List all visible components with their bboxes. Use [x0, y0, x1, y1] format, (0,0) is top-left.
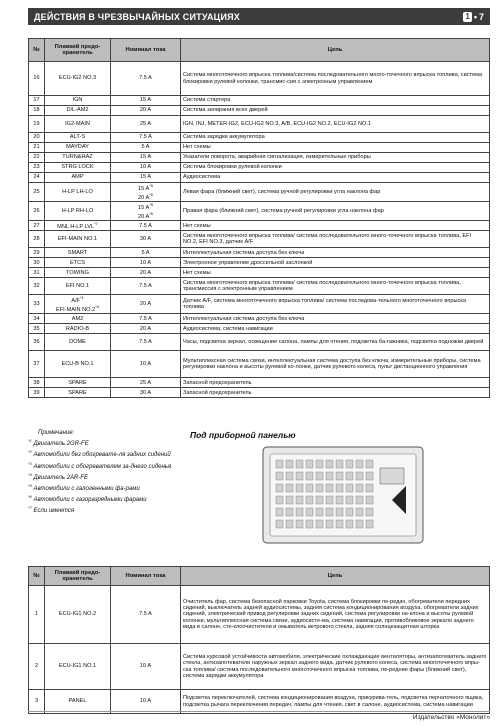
fuse-circuit: Нет схемы [181, 221, 490, 231]
table-row [29, 163, 490, 173]
fuse-amperage: 7.5 A [111, 221, 181, 231]
table-row [29, 388, 490, 398]
fuse-amperage: 20 A [111, 295, 181, 314]
fuse-slot [356, 484, 363, 492]
row-number: 31 [29, 268, 45, 278]
notes-block [28, 430, 188, 516]
row-number: 35 [29, 324, 45, 334]
fuse-circuit: Часы, подсветка зеркал, освещение салона, лампы для чтения, подсветка ба-гажника, подсветка подножки дверей [181, 334, 490, 351]
row-number: 29 [29, 248, 45, 258]
row-number: 33 [29, 295, 45, 314]
fuse-slot [276, 460, 283, 468]
fuse-amperage: 10 A [111, 163, 181, 173]
fuse-name: ECU-IG1 NO.1 [45, 644, 111, 690]
note-item: $^{*4}$ Двигатель 2AR-FE [28, 471, 89, 481]
fuse-amperage: 15 $A^{*5}$ 20 $A^{*6}$ [111, 183, 181, 202]
fuse-slot [366, 460, 373, 468]
fuse-name: D/L-AM2 [45, 106, 111, 116]
fuse-circuit: Система многоточечного впрыска топлива/ система последовательного много-точечного впрыска топлива, трансмиссия с электронным управлением [181, 278, 490, 295]
row-number: 22 [29, 153, 45, 163]
fuse-name: IG2-MAIN [45, 116, 111, 133]
fuse-name: IGN [45, 96, 111, 106]
col-fuse: Плавкий предо-хранитель [45, 567, 111, 586]
col-circuit: Цепь [181, 39, 490, 62]
fuse-slot [296, 472, 303, 480]
fuse-name: EFI-MAIN NO.1 [45, 231, 111, 248]
fuse-circuit: Интеллектуальная система доступа без ключа [181, 314, 490, 324]
fuse-slot [326, 484, 333, 492]
table-row [29, 690, 490, 714]
row-number: 39 [29, 388, 45, 398]
fuse-amperage: 25 A [111, 116, 181, 133]
fuse-circuit: Очиститель фар, система безопасной парковки Toyota, система блокировки пе-редач, обогреватели передних сидений, выключатель задней аудиосистемы, задняя система кондиционирования воздуха, обогреватели задних сидений, электрический привод регулировки задних сидений, система регулировки на-клона и высоты рулевой колонки, мультиплексная система связи, аудиосисте-ма, система навигации, противобликовое зеркало заднего вида в салоне, сте-клоочистители и омыватель ветрового стекла, задняя солнцезащитная шторка [181, 586, 490, 644]
fuse-amperage: 15 $A^{*5}$ 20 $A^{*6}$ [111, 202, 181, 221]
fuse-slot [346, 484, 353, 492]
fuse-slot [296, 520, 303, 528]
fuse-amperage: 5 A [111, 248, 181, 258]
fuse-slot [366, 472, 373, 480]
fuse-circuit: Система блокировки рулевой колонки [181, 163, 490, 173]
fuse-slot [326, 520, 333, 528]
col-circuit: Цепь [181, 567, 490, 586]
fuse-name: ECU-B NO.1 [45, 351, 111, 378]
fuse-circuit: Аудиосистема [181, 173, 490, 183]
col-number: № [29, 39, 45, 62]
fuse-amperage: 5 A [111, 143, 181, 153]
fuse-slot [306, 472, 313, 480]
fuse-slot [336, 484, 343, 492]
fuse-slot [276, 496, 283, 504]
section-title: ДЕЙСТВИЯ В ЧРЕЗВЫЧАЙНЫХ СИТУАЦИЯХ [34, 11, 240, 22]
fuse-slot [276, 508, 283, 516]
note-item: $^{*6}$ Автомобили с газоразрядными фарами [28, 494, 147, 504]
fuse-amperage: 15 A [111, 173, 181, 183]
fuse-name: SPARE [45, 388, 111, 398]
fuse-slot [276, 520, 283, 528]
fuse-amperage: 20 A [111, 106, 181, 116]
fuse-slot [356, 472, 363, 480]
row-number: 38 [29, 378, 45, 388]
fuse-circuit: Электронное управление дроссельной заслонкой [181, 258, 490, 268]
fuse-name: AM2 [45, 314, 111, 324]
fuse-circuit: Система зарядки аккумулятора [181, 133, 490, 143]
fuse-slot [306, 508, 313, 516]
fuse-slot [316, 484, 323, 492]
fuse-amperage: 7.5 A [111, 62, 181, 96]
fuse-amperage: 7.5 A [111, 314, 181, 324]
fuse-slot [366, 520, 373, 528]
row-number: 16 [29, 62, 45, 96]
fuse-name: EFI NO.1 [45, 278, 111, 295]
fuse-circuit: Система многоточечного впрыска топлива/ система последовательного много-точечного впрыска топлива, EFI NO.2, EFI NO.3, датчик A/F [181, 231, 490, 248]
row-number: 21 [29, 143, 45, 153]
fuse-name: DOME [45, 334, 111, 351]
fuse-circuit: Система курсовой устойчивости автомобиля, электрические охлаждающие вентиляторы, антизапотеватель заднего стекла, антизапотеватели наружных зеркал заднего вида, датчик рулевого колеса, система многоточечного впры-ска топлива/ система последовательного многоточечного впрыска топлива, пе-редние фары (ближний свет), система зарядки аккумулятора [181, 644, 490, 690]
fuse-name: H-LP LH-LO [45, 183, 111, 202]
subsection-title: Под приборной панелью [190, 430, 296, 440]
page-bullet-icon: • [473, 11, 477, 22]
fuse-slot [356, 460, 363, 468]
fuse-table-engine [28, 38, 490, 398]
fuse-slot [286, 520, 293, 528]
table-row [29, 258, 490, 268]
table-row [29, 106, 490, 116]
table-row [29, 153, 490, 163]
fuse-amperage: 10 A [111, 351, 181, 378]
row-number: 2 [29, 644, 45, 690]
fuse-box-diagram [262, 446, 424, 544]
table-row [29, 278, 490, 295]
fuse-slot [336, 508, 343, 516]
fuse-name: MNL H-LP LVL$^{*7}$ [45, 221, 111, 231]
fuse-slot [336, 472, 343, 480]
fuse-circuit: Система стартера [181, 96, 490, 106]
table-row [29, 314, 490, 324]
note-item: $^{*7}$ Если имеется [28, 505, 75, 515]
publisher-footer: Издательство «Монолит» [28, 711, 490, 721]
fuse-amperage: 25 A [111, 378, 181, 388]
fuse-name: PANEL [45, 690, 111, 714]
fuse-circuit: Правая фара (ближний свет), система ручной регулировки угла наклона фар [181, 202, 490, 221]
fuse-name: TOWING [45, 268, 111, 278]
fuse-amperage: 10 A [111, 258, 181, 268]
row-number: 18 [29, 106, 45, 116]
table-row [29, 248, 490, 258]
row-number: 1 [29, 586, 45, 644]
table-row [29, 96, 490, 106]
fuse-circuit: Запасной предохранитель [181, 378, 490, 388]
table-row [29, 268, 490, 278]
fuse-slot [346, 460, 353, 468]
page-index: 7 [478, 11, 484, 22]
relay-block [380, 468, 404, 484]
row-number: 3 [29, 690, 45, 714]
notes-title: Примечание: [38, 430, 75, 436]
fuse-slot [306, 484, 313, 492]
fuse-slot [366, 508, 373, 516]
fuse-slot [316, 508, 323, 516]
fuse-slot [296, 484, 303, 492]
fuse-slot [286, 460, 293, 468]
table-row [29, 62, 490, 96]
fuse-table-dashboard [28, 566, 490, 714]
row-number: 17 [29, 96, 45, 106]
fuse-slot [276, 484, 283, 492]
fuse-circuit: Датчик A/F, система многоточечного впрыска топлива/ система последова-тельного многоточечного впрыска топлива [181, 295, 490, 314]
table-row [29, 586, 490, 644]
fuse-circuit: Интеллектуальная система доступа без ключа [181, 248, 490, 258]
page-number [463, 12, 484, 22]
fuse-slot [296, 460, 303, 468]
table-row [29, 143, 490, 153]
fuse-name: ECU-IG2 NO.3 [45, 62, 111, 96]
row-number: 20 [29, 133, 45, 143]
col-fuse: Плавкий предо-хранитель [45, 39, 111, 62]
row-number: 23 [29, 163, 45, 173]
table-header-row [29, 39, 490, 62]
fuse-amperage: 20 A [111, 324, 181, 334]
table-row [29, 183, 490, 202]
fuse-slot [316, 496, 323, 504]
note-item: $^{*2}$ Автомобили без обогревате-ля задних сидений [28, 449, 171, 459]
table-row [29, 202, 490, 221]
fuse-slot [356, 496, 363, 504]
table-row [29, 116, 490, 133]
fuse-slot [346, 520, 353, 528]
fuse-slot [336, 520, 343, 528]
fuse-name: MAYDAY [45, 143, 111, 153]
fuse-slot [366, 496, 373, 504]
fuse-slot [306, 496, 313, 504]
table-header-row [29, 567, 490, 586]
row-number: 28 [29, 231, 45, 248]
note-item: $^{*5}$ Автомобили с галогенными фа-рами [28, 483, 140, 493]
row-number: 25 [29, 183, 45, 202]
fuse-slot [326, 472, 333, 480]
fuse-slot [326, 460, 333, 468]
fuse-circuit: IGN, INJ, METER-IG2, ECU-IG2 NO.3, A/B, ECU-IG2 NO.2, ECU-IG2 NO.1 [181, 116, 490, 133]
fuse-amperage: 10 A [111, 644, 181, 690]
fuse-amperage: 10 A [111, 690, 181, 714]
fuse-slot [366, 484, 373, 492]
fuse-slot [326, 508, 333, 516]
fuse-slot [296, 496, 303, 504]
table-row [29, 324, 490, 334]
row-number: 32 [29, 278, 45, 295]
fuse-slot [286, 484, 293, 492]
row-number: 30 [29, 258, 45, 268]
fuse-slot [346, 496, 353, 504]
row-number: 27 [29, 221, 45, 231]
fuse-slot [356, 508, 363, 516]
fuse-circuit: Указатели поворота, аварийная сигнализация, измерительные приборы [181, 153, 490, 163]
section-header [28, 8, 490, 25]
row-number: 37 [29, 351, 45, 378]
fuse-slot [286, 496, 293, 504]
fuse-slot [276, 472, 283, 480]
col-amperage: Номинал тока [111, 567, 181, 586]
note-item: $^{*3}$ Автомобили с обогревателем за-днего сиденья [28, 460, 172, 470]
fuse-amperage: 30 A [111, 388, 181, 398]
fuse-slot [346, 472, 353, 480]
fuse-slot [346, 508, 353, 516]
row-number: 34 [29, 314, 45, 324]
fuse-amperage: 15 A [111, 153, 181, 163]
table-row [29, 644, 490, 690]
fuse-slot [336, 460, 343, 468]
row-number: 26 [29, 202, 45, 221]
fuse-slot [296, 508, 303, 516]
fuse-name: $A/F^{*1}$ EFI-MAIN NO.2$^{*4}$ [45, 295, 111, 314]
fuse-name: AMP [45, 173, 111, 183]
row-number: 36 [29, 334, 45, 351]
fuse-circuit: Нет схемы [181, 143, 490, 153]
note-item: $^{*1}$ Двигатель 2GR-FE [28, 438, 89, 448]
table-row [29, 351, 490, 378]
fuse-amperage: 20 A [111, 268, 181, 278]
fuse-amperage: 15 A [111, 96, 181, 106]
fuse-circuit: Система запирания всех дверей [181, 106, 490, 116]
fuse-amperage: 7.5 A [111, 278, 181, 295]
fuse-amperage: 7.5 A [111, 334, 181, 351]
table-row [29, 378, 490, 388]
fuse-amperage: 30 A [111, 231, 181, 248]
table-row [29, 133, 490, 143]
chapter-number: 1 [465, 11, 470, 21]
row-number: 24 [29, 173, 45, 183]
fuse-circuit: Система многоточечного впрыска топлива/система последовательного много-точечного впрыска топлива, система блокировки рулевой колонки, трансмис-сия с электронным управлением [181, 62, 490, 96]
fuse-circuit: Левая фара (ближний свет), система ручной регулировки угла наклона фар [181, 183, 490, 202]
row-number: 19 [29, 116, 45, 133]
fuse-slot [316, 472, 323, 480]
fuse-slot [356, 520, 363, 528]
fuse-slot [336, 496, 343, 504]
fuse-name: ECU-IG1 NO.2 [45, 586, 111, 644]
fuse-name: SMART [45, 248, 111, 258]
fuse-circuit: Нет схемы [181, 268, 490, 278]
fuse-name: RADIO-B [45, 324, 111, 334]
fuse-name: STRG LOCK [45, 163, 111, 173]
table-row [29, 334, 490, 351]
fuse-slot [326, 496, 333, 504]
table-row [29, 173, 490, 183]
fuse-slot [286, 472, 293, 480]
fuse-name: H-LP RH-LO [45, 202, 111, 221]
fuse-amperage: 7.5 A [111, 133, 181, 143]
fuse-slot [316, 460, 323, 468]
col-amperage: Номинал тока [111, 39, 181, 62]
fuse-circuit: Мультиплексная система связи, интеллектуальная система доступа без ключа, измерительные приборы, система регулировки наклона и высоты рулевой ко-лонки, датчик рулевого колеса, пульт дистанционного управления [181, 351, 490, 378]
fuse-circuit: Запасной предохранитель [181, 388, 490, 398]
fuse-amperage: 7.5 A [111, 586, 181, 644]
col-number: № [29, 567, 45, 586]
table-row [29, 231, 490, 248]
fuse-name: TURN&HAZ [45, 153, 111, 163]
fuse-slot [306, 460, 313, 468]
fuse-slot [306, 520, 313, 528]
fuse-circuit: Подсветка переключателей, система кондиционирования воздуха, прикурива-тель, подсветка перчаточного ящика, подсветка рычага переключения передач, лампы для чтения, свет в салоне, аудиосистема, система навигации [181, 690, 490, 714]
fuse-name: ALT-S [45, 133, 111, 143]
fuse-slot [316, 520, 323, 528]
table-row [29, 295, 490, 314]
fuse-name: SPARE [45, 378, 111, 388]
fuse-slot [286, 508, 293, 516]
table-row [29, 221, 490, 231]
fuse-name: ETCS [45, 258, 111, 268]
fuse-circuit: Аудиосистема, система навигации [181, 324, 490, 334]
